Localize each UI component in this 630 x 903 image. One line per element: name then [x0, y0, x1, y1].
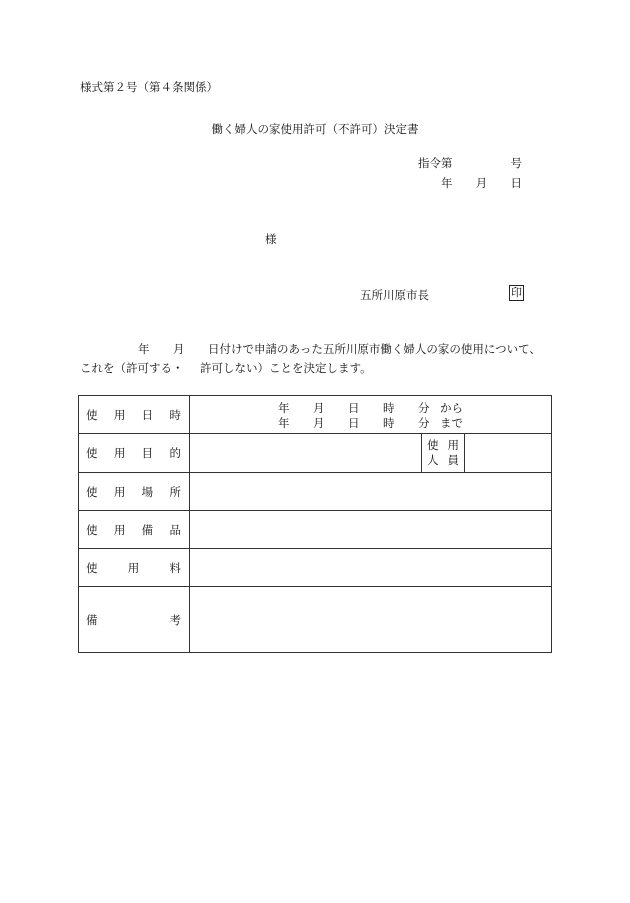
value-usage-datetime[interactable]	[190, 396, 552, 434]
label-char: 日	[141, 407, 154, 422]
dt-hour: 時	[383, 400, 395, 415]
datetime-from	[190, 400, 551, 415]
datetime-to	[190, 415, 551, 430]
usage-table	[78, 395, 552, 653]
body-deny-option: 許可しない）ことを決定します。	[200, 361, 372, 375]
value-purpose-cell	[190, 434, 552, 473]
body-separator: ・	[172, 361, 184, 375]
label-char: 場	[141, 484, 154, 499]
label-char: 時	[169, 407, 181, 422]
dt-year: 年	[278, 415, 290, 430]
label-char: 員	[447, 453, 459, 467]
label-usage-equipment	[79, 511, 190, 549]
dt-month: 月	[313, 415, 325, 430]
document-title: 働く婦人の家使用許可（不許可）決定書	[211, 122, 419, 136]
label-usage-place	[79, 473, 190, 511]
value-usage-purpose[interactable]	[190, 434, 421, 472]
dt-minute: 分	[418, 400, 430, 415]
body-permit-option: これを（許可する	[80, 361, 172, 375]
label-char: 使	[86, 560, 98, 575]
label-char: 使	[427, 438, 439, 452]
label-char: 用	[113, 446, 126, 460]
label-user-count	[421, 434, 465, 472]
label-char: 的	[169, 446, 181, 460]
value-usage-equipment[interactable]	[190, 511, 552, 549]
label-notes	[79, 587, 190, 653]
dt-hour: 時	[383, 415, 395, 430]
label-char: 用	[113, 407, 126, 422]
label-char: 使	[86, 522, 98, 537]
label-char: 使	[86, 484, 98, 499]
label-char: 備	[86, 612, 98, 627]
row-notes	[79, 587, 552, 653]
dt-year: 年	[278, 400, 290, 415]
label-char: 人	[427, 453, 439, 467]
row-usage-place	[79, 473, 552, 511]
label-char: 料	[169, 560, 181, 575]
row-usage-equipment	[79, 511, 552, 549]
dt-minute: 分	[418, 415, 430, 430]
label-char: 品	[169, 522, 181, 537]
issuer-name: 五所川原市長	[360, 288, 429, 302]
label-char: 所	[169, 484, 181, 499]
row-usage-fee	[79, 549, 552, 587]
label-char: 用	[447, 438, 459, 452]
value-usage-fee[interactable]	[190, 549, 552, 587]
label-char: 目	[141, 446, 154, 460]
reference-suffix: 号	[510, 156, 522, 170]
date-year: 年	[441, 176, 453, 190]
seal-mark: 印	[511, 286, 522, 299]
row-usage-datetime	[79, 396, 552, 434]
label-char: 用	[113, 522, 126, 537]
label-char: 使	[86, 446, 98, 460]
label-char: 考	[169, 612, 181, 627]
value-usage-place[interactable]	[190, 473, 552, 511]
date-month: 月	[475, 176, 488, 190]
body-year: 年	[138, 342, 150, 356]
reference-prefix: 指令第	[418, 156, 453, 170]
issue-date	[441, 175, 522, 191]
value-notes[interactable]	[190, 587, 552, 653]
form-number: 様式第２号（第４条関係）	[80, 80, 218, 94]
label-char: 用	[127, 560, 140, 575]
dt-day: 日	[348, 415, 360, 430]
label-char: 用	[113, 484, 126, 499]
label-usage-fee	[79, 549, 190, 587]
body-month: 月	[173, 342, 185, 356]
date-day: 日	[510, 176, 522, 190]
label-usage-purpose	[79, 434, 190, 473]
dt-month: 月	[313, 400, 325, 415]
dt-day: 日	[348, 400, 360, 415]
body-text-1: 日付けで申請のあった五所川原市働く婦人の家の使用について、	[208, 342, 541, 356]
label-usage-datetime	[79, 396, 190, 434]
reference-number	[418, 155, 522, 171]
label-char: 備	[141, 522, 154, 537]
label-char: 使	[86, 407, 98, 422]
row-usage-purpose	[79, 434, 552, 473]
addressee-honorific: 様	[265, 232, 277, 246]
dt-to-label: まで	[440, 415, 463, 430]
value-user-count[interactable]	[465, 434, 551, 472]
dt-from-label: から	[440, 400, 463, 415]
